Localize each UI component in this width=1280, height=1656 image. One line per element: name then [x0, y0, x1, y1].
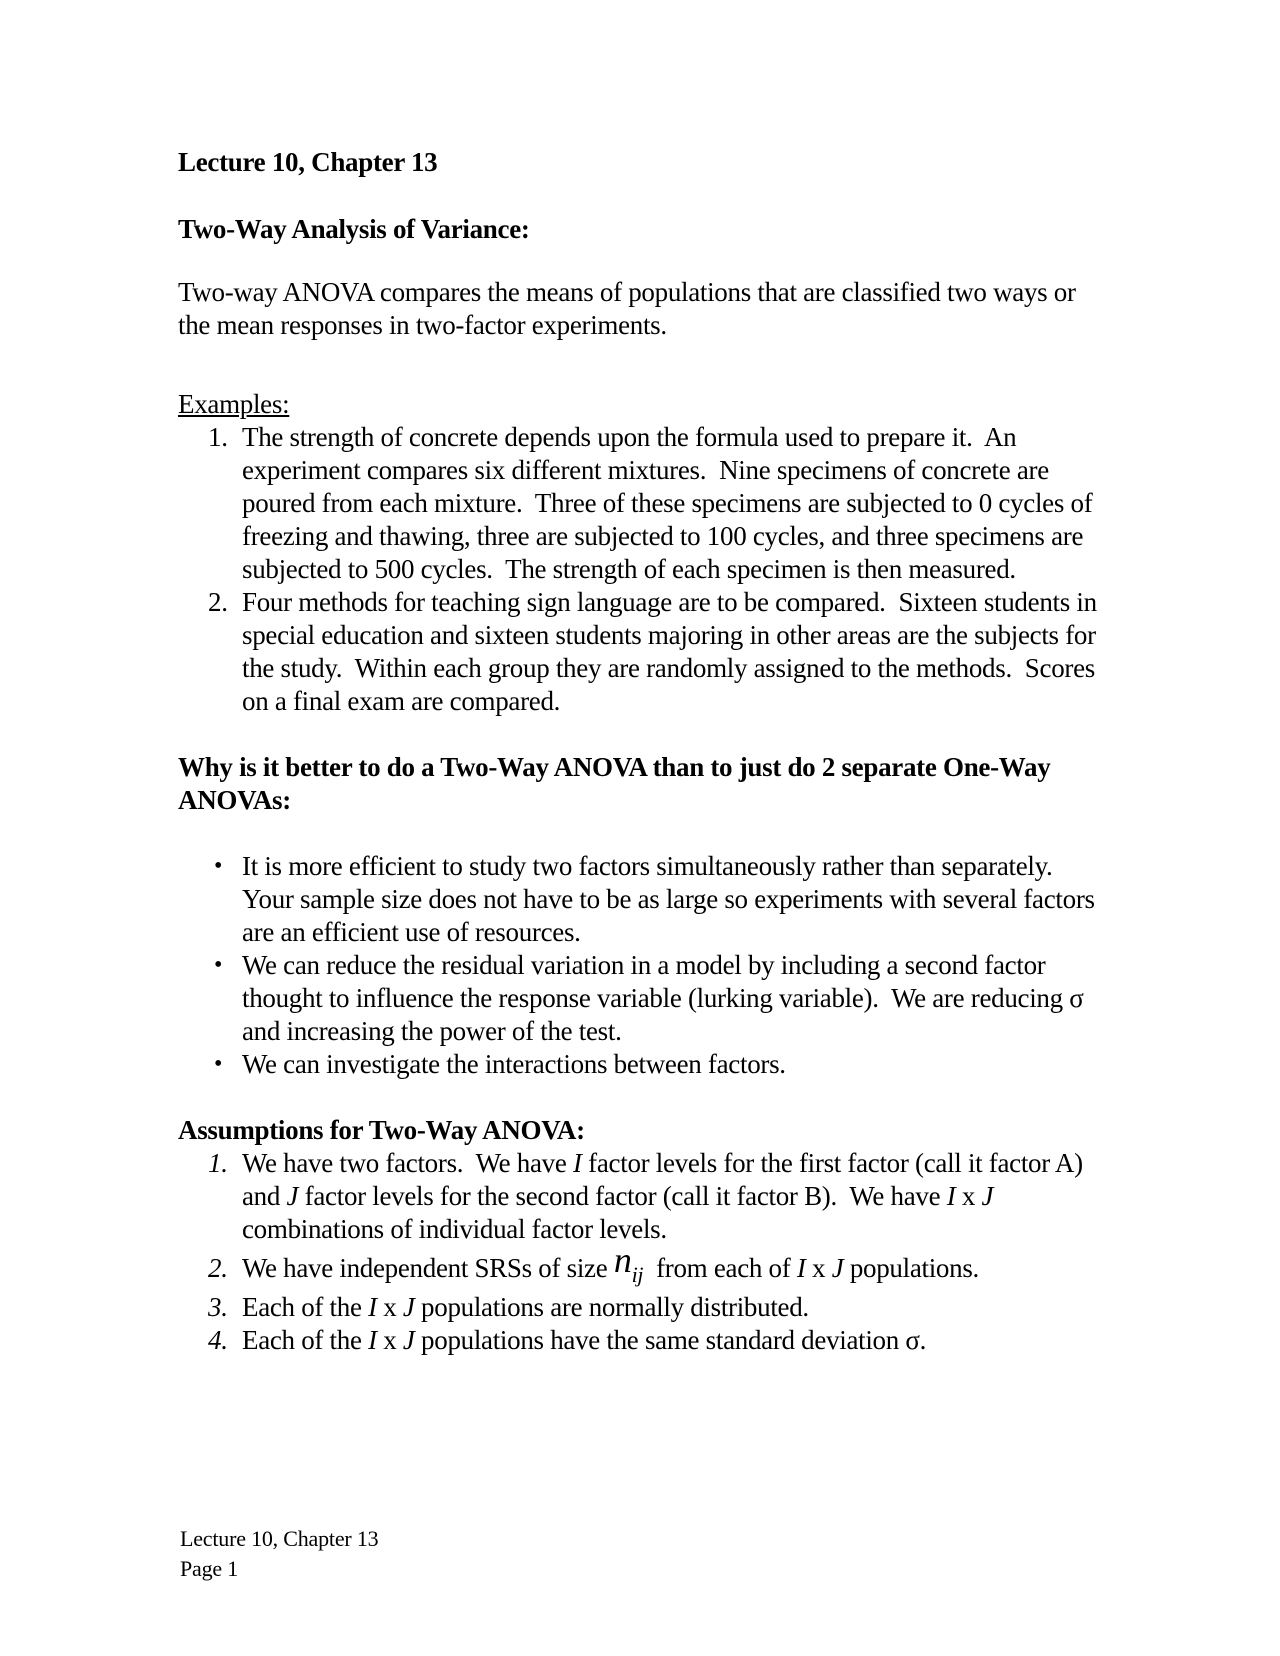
section-heading-assumptions: Assumptions for Two-Way ANOVA:: [178, 1115, 585, 1145]
bullet-icon: •: [214, 1051, 223, 1077]
document-page: [178, 146, 1104, 1357]
examples-list: [178, 421, 1104, 718]
assumption-item-1: [178, 1147, 1100, 1246]
benefit-item-text: We can reduce the residual variation in a model by including a second factor thought to influence the response variable (lurking variable). We are reducing σ and increasing the power of the test.: [242, 950, 1090, 1046]
benefit-item-1: [178, 850, 1100, 949]
list-number: 1.: [208, 1148, 228, 1178]
intro-paragraph: Two-way ANOVA compares the means of populations that are classified two ways or the mean responses in two-factor experiments.: [178, 277, 1083, 340]
assumption-item-text: Each of the I x J populations have the same standard deviation σ.: [242, 1325, 927, 1355]
bullet-icon: •: [214, 853, 223, 879]
benefit-item-text: It is more efficient to study two factors simultaneously rather than separately. Your sample size does not have to be as large so experiments with several factors are an efficient use of resources.: [242, 851, 1102, 947]
page-footer: [180, 1524, 378, 1584]
assumption-item-text: We have two factors. We have I factor levels for the first factor (call it factor A) and J factor levels for the second factor (call it factor B). We have I x J combinations of individual factor levels.: [242, 1148, 1090, 1244]
assumptions-list: [178, 1147, 1100, 1357]
bullet-icon: •: [214, 952, 223, 978]
assumption-item-2: [178, 1240, 1100, 1287]
examples-label: [178, 388, 1100, 421]
section-heading-two-way-anova: Two-Way Analysis of Variance:: [178, 214, 530, 244]
assumption-item-text: Each of the I x J populations are normally distributed.: [242, 1292, 809, 1322]
assumption-item-4: [178, 1324, 1100, 1357]
section-heading-why-two-way: Why is it better to do a Two-Way ANOVA than to just do 2 separate One-Way ANOVAs:: [178, 752, 1056, 815]
list-number: 1.: [208, 422, 228, 452]
footer-chapter-line: Lecture 10, Chapter 13: [180, 1526, 379, 1551]
example-item-text: Four methods for teaching sign language are to be compared. Sixteen students in special education and sixteen students majoring in other areas are the subjects for the study. Within each group they are randomly assigned to the methods. Scores on a final exam are compared.: [242, 587, 1104, 716]
list-number: 4.: [208, 1325, 228, 1355]
doc-title: Lecture 10, Chapter 13: [178, 147, 438, 177]
list-number: 2.: [208, 587, 228, 617]
benefits-list: [178, 850, 1100, 1081]
benefit-item-text: We can investigate the interactions between factors.: [242, 1049, 786, 1079]
example-item-2: [178, 586, 1104, 718]
list-number: 2.: [208, 1253, 228, 1283]
benefit-item-3: [178, 1048, 1100, 1081]
list-number: 3.: [208, 1292, 228, 1322]
assumption-item-3: [178, 1291, 1100, 1324]
footer-page-number: Page 1: [180, 1556, 239, 1581]
benefit-item-2: [178, 949, 1100, 1048]
assumption-item-text: We have independent SRSs of size nij from each of I x J populations.: [242, 1240, 979, 1287]
examples-label-text: Examples:: [178, 389, 290, 419]
example-item-text: The strength of concrete depends upon the formula used to prepare it. An experiment compares six different mixtures. Nine specimens of concrete are poured from each mixture. Three of these specimens are subjected to 0 cycles of freezing and thawing, three are subjected to 100 cycles, and three specimens are subjected to 500 cycles. The strength of each specimen is then measured.: [242, 422, 1099, 584]
example-item-1: [178, 421, 1100, 586]
